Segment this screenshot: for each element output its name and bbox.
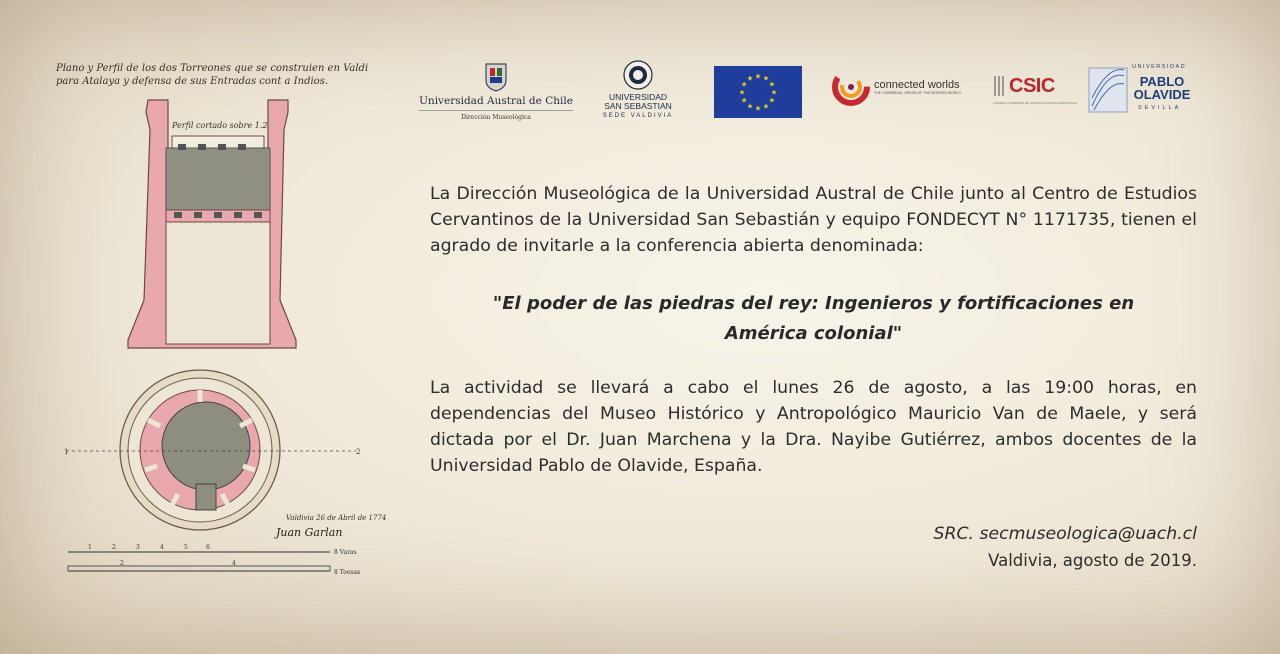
activity-paragraph: La actividad se llevará a cabo el lunes 26 de agosto, a las 19:00 horas, en dependencias del Museo Histórico y Antropológico Mauricio Van de Maele, y será dictada por el Dr. Juan Marchena y la Dra. Nayibe Gutiérrez, ambos docentes de la Universidad Pablo de Olavide, España. bbox=[430, 378, 1197, 476]
eu-star-icon: ★ bbox=[768, 80, 776, 89]
eu-star-icon: ★ bbox=[738, 88, 746, 97]
eu-star-icon: ★ bbox=[740, 80, 748, 89]
scale-tick: 2 bbox=[112, 544, 116, 551]
conference-title: "El poder de las piedras del rey: Ingenieros y fortificaciones en América colonial" bbox=[492, 293, 1135, 344]
eu-flag-icon bbox=[714, 66, 802, 118]
uach-logo bbox=[419, 62, 573, 121]
drawing-title: Plano y Perfil de los dos Torreones que se construien en Valdi para Atalaya y defensa de sus Entradas cont a Indios. bbox=[56, 63, 369, 87]
eu-star-icon: ★ bbox=[740, 96, 748, 105]
invitation-content bbox=[430, 181, 1197, 575]
scale-tick: 1 bbox=[88, 544, 92, 551]
uss-name-line2: SAN SEBASTIAN bbox=[604, 101, 672, 111]
uss-name-line1: UNIVERSIDAD bbox=[608, 92, 668, 102]
eu-star-icon: ★ bbox=[762, 74, 770, 83]
upo-name-line1: PABLO bbox=[1139, 74, 1185, 89]
csic-name: CSIC bbox=[1009, 74, 1055, 97]
scale-tick: 5 bbox=[184, 544, 188, 551]
upo-top: UNIVERSIDAD bbox=[1132, 64, 1187, 70]
scale-tick: 6 bbox=[206, 544, 210, 551]
eu-star-icon: ★ bbox=[746, 102, 754, 111]
tower-elevation-plan bbox=[0, 0, 400, 600]
plan-core bbox=[162, 402, 250, 490]
right-mark: 2 bbox=[356, 448, 361, 456]
scale-tick-lower: 4 bbox=[232, 560, 236, 567]
uss-sub: SEDE VALDIVIA bbox=[602, 113, 674, 119]
fortification-drawing bbox=[0, 0, 400, 654]
eu-star-icon: ★ bbox=[768, 96, 776, 105]
connected-worlds-logo bbox=[832, 68, 972, 106]
cw-name: connected worlds bbox=[874, 79, 960, 91]
scale-tick: 3 bbox=[136, 544, 140, 551]
drawing-scale bbox=[60, 540, 380, 580]
uach-name: Universidad Austral de Chile bbox=[419, 95, 573, 111]
csic-sub: CONSEJO SUPERIOR DE INVESTIGACIONES CIENTÍFICAS bbox=[993, 101, 1077, 105]
tower-profile bbox=[128, 100, 296, 348]
scale-unit-top: 8 Varas bbox=[334, 549, 357, 556]
cw-sub: THE CARIBBEAN, ORIGIN OF THE MODERN WORLD bbox=[874, 91, 961, 95]
csic-logo bbox=[993, 74, 1077, 105]
scale-tick-lower: 2 bbox=[120, 560, 124, 567]
connected-worlds-swirl-icon bbox=[832, 68, 870, 106]
eu-star-icon: ★ bbox=[746, 74, 754, 83]
sponsor-logos bbox=[419, 58, 1228, 134]
eu-star-icon: ★ bbox=[770, 88, 778, 97]
signature-block bbox=[430, 521, 1197, 575]
signature: Juan Garlan bbox=[276, 526, 343, 539]
upper-chamber bbox=[166, 148, 270, 210]
eu-star-icon: ★ bbox=[754, 72, 762, 81]
uach-crest-icon bbox=[484, 62, 508, 92]
upo-globe-icon bbox=[1088, 66, 1128, 114]
uss-seal-icon bbox=[623, 60, 653, 90]
place-date: Valdivia, agosto de 2019. bbox=[988, 551, 1197, 570]
inscription: Valdivia 26 de Abril de 1774 bbox=[286, 514, 387, 522]
uach-sub: Dirección Museológica bbox=[461, 114, 531, 121]
scale-unit-bottom: 8 Toesas bbox=[334, 569, 361, 576]
tower-plan bbox=[64, 370, 360, 530]
csic-bar-icon bbox=[993, 74, 1005, 98]
scale-tick: 4 bbox=[160, 544, 164, 551]
upo-name-line2: OLAVIDE bbox=[1133, 87, 1191, 102]
intro-paragraph: La Dirección Museológica de la Universidad Austral de Chile junto al Centro de Estudios Cervantinos de la Universidad San Sebastián y equipo FONDECYT N° 1171735, tienen el agrado de invitarle a la conferencia abierta denominada: bbox=[430, 184, 1197, 256]
upo-bottom: SEVILLA bbox=[1138, 105, 1182, 111]
eu-star-icon: ★ bbox=[754, 104, 762, 113]
left-mark: 1 bbox=[64, 448, 69, 456]
upo-logo bbox=[1088, 64, 1192, 114]
section-label: Perfil cortado sobre 1.2 bbox=[172, 121, 268, 130]
eu-star-icon: ★ bbox=[762, 102, 770, 111]
eu-logo bbox=[714, 66, 802, 118]
contact-email: SRC. secmuseologica@uach.cl bbox=[933, 524, 1197, 544]
uss-logo bbox=[595, 60, 681, 119]
lower-chamber bbox=[166, 222, 270, 344]
